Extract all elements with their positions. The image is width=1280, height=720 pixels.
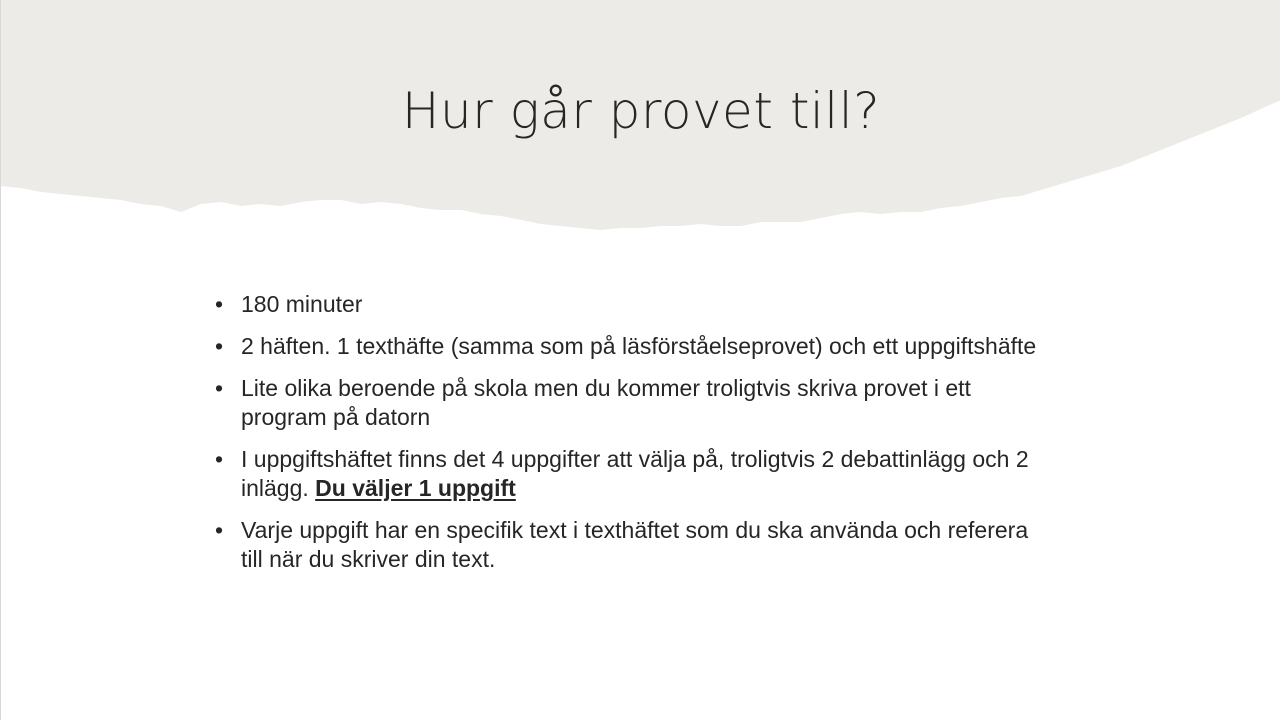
bullet-icon: • [215,375,224,401]
bullet-list [215,290,1045,587]
bullet-icon: • [215,333,224,359]
list-item [215,374,1045,432]
bullet-text: I uppgiftshäftet finns det 4 uppgifter att välja på, troligtvis 2 debattinlägg och 2 inlägg. [241,446,1029,501]
bullet-text: 2 häften. 1 texthäfte (samma som på läsförståelseprovet) och ett uppgiftshäfte [241,333,1037,359]
list-item [215,445,1045,503]
bullet-icon: • [215,517,224,543]
bullet-emphasis: Du väljer 1 uppgift [315,475,516,501]
list-item [215,290,1045,319]
bullet-text: 180 minuter [241,291,363,317]
bullet-text: Varje uppgift har en specifik text i texthäftet som du ska använda och referera till när du skriver din text. [241,517,1029,572]
list-item [215,332,1045,361]
bullet-icon: • [215,446,224,472]
list-item [215,516,1045,574]
bullet-text: Lite olika beroende på skola men du kommer troligtvis skriva provet i ett program på datorn [241,375,971,430]
slide-title: Hur går provet till? [401,82,881,140]
bullet-icon: • [215,291,224,317]
